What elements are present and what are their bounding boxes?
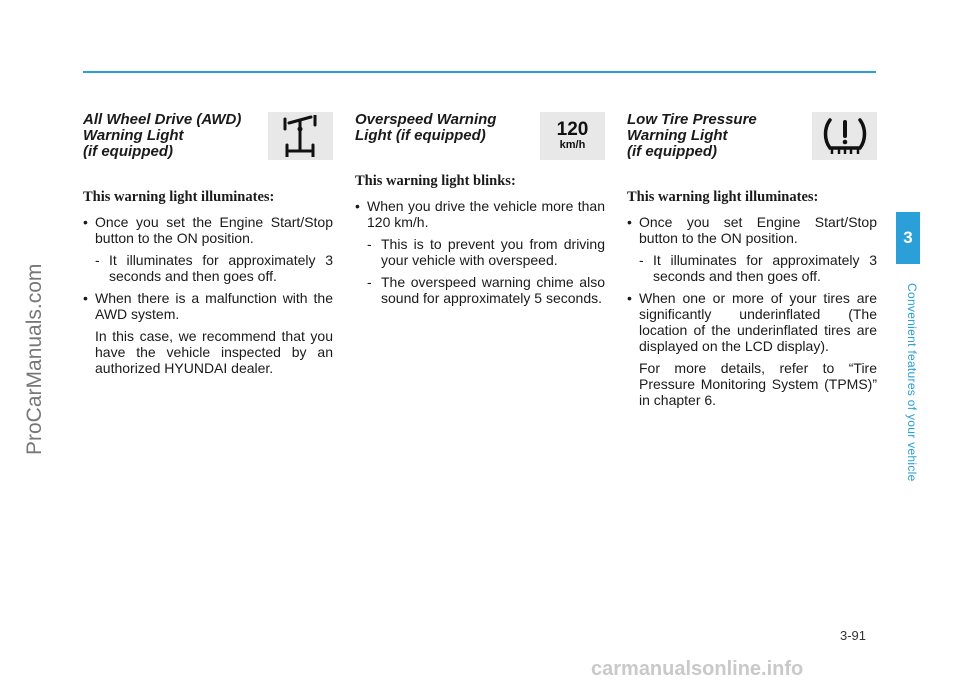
section-lead: This warning light illuminates: <box>627 189 819 205</box>
sub-item: - It illuminates for approximately 3 seconds and then goes off. <box>639 252 877 284</box>
title-line: Overspeed Warning <box>355 111 497 128</box>
title-line: (if equipped) <box>83 143 173 160</box>
chapter-tab: 3 <box>896 212 920 264</box>
tire-pressure-icon <box>812 112 877 160</box>
sub-item: - This is to prevent you from driving your vehicle with overspeed. <box>367 236 605 268</box>
title-line: All Wheel Drive (AWD) <box>83 111 242 128</box>
title-line: (if equipped) <box>627 143 717 160</box>
awd-icon <box>268 112 333 160</box>
sub-item: - The overspeed warning chime also sound for approximately 5 seconds. <box>367 274 605 306</box>
title-line: Light (if equipped) <box>355 127 486 144</box>
footer-watermark: carmanualsonline.info <box>591 658 804 680</box>
title-line: Warning Light <box>83 127 184 144</box>
overspeed-value: 120 <box>556 119 589 140</box>
sub-item-text: The overspeed warning chime also sound for approximately 5 seconds. <box>381 274 605 306</box>
section-title <box>627 112 797 160</box>
overspeed-unit: km/h <box>559 139 586 151</box>
overspeed-icon <box>540 112 605 160</box>
sub-item-text: It illuminates for approximately 3 seconds and then goes off. <box>109 252 333 284</box>
section-lead: This warning light blinks: <box>355 173 516 189</box>
title-line: Low Tire Pressure <box>627 111 757 128</box>
section-title <box>355 112 525 144</box>
section-title <box>83 112 253 160</box>
bullet-item: • When one or more of your tires are significantly underinflated (The location of the underinflated tires are displayed on the LCD display). <box>627 290 877 354</box>
top-rule <box>83 71 876 73</box>
page-number: 3-91 <box>840 628 867 643</box>
chapter-title: Convenient features of your vehicle <box>905 283 919 482</box>
bullet-item: • When there is a malfunction with the AWD system. <box>83 290 333 322</box>
watermark: ProCarManuals.com <box>23 263 46 455</box>
bullet-item: • Once you set Engine Start/Stop button to the ON position. <box>627 214 877 246</box>
section-lead: This warning light illuminates: <box>83 189 275 205</box>
section-tire-pressure <box>627 112 877 414</box>
sub-item-text: This is to prevent you from driving your vehicle with overspeed. <box>381 236 605 268</box>
sub-item: - It illuminates for approximately 3 seconds and then goes off. <box>95 252 333 284</box>
bullet-item: • Once you set the Engine Start/Stop button to the ON position. <box>83 214 333 246</box>
bullet-item: • When you drive the vehicle more than 120 km/h. <box>355 198 605 230</box>
section-awd <box>83 112 333 382</box>
paragraph: For more details, refer to “Tire Pressure Monitoring System (TPMS)” in chapter 6. <box>639 360 877 408</box>
sub-item-text: It illuminates for approximately 3 seconds and then goes off. <box>653 252 877 284</box>
title-line: Warning Light <box>627 127 728 144</box>
section-overspeed <box>355 112 605 312</box>
paragraph: In this case, we recommend that you have the vehicle inspected by an authorized HYUNDAI dealer. <box>95 328 333 376</box>
